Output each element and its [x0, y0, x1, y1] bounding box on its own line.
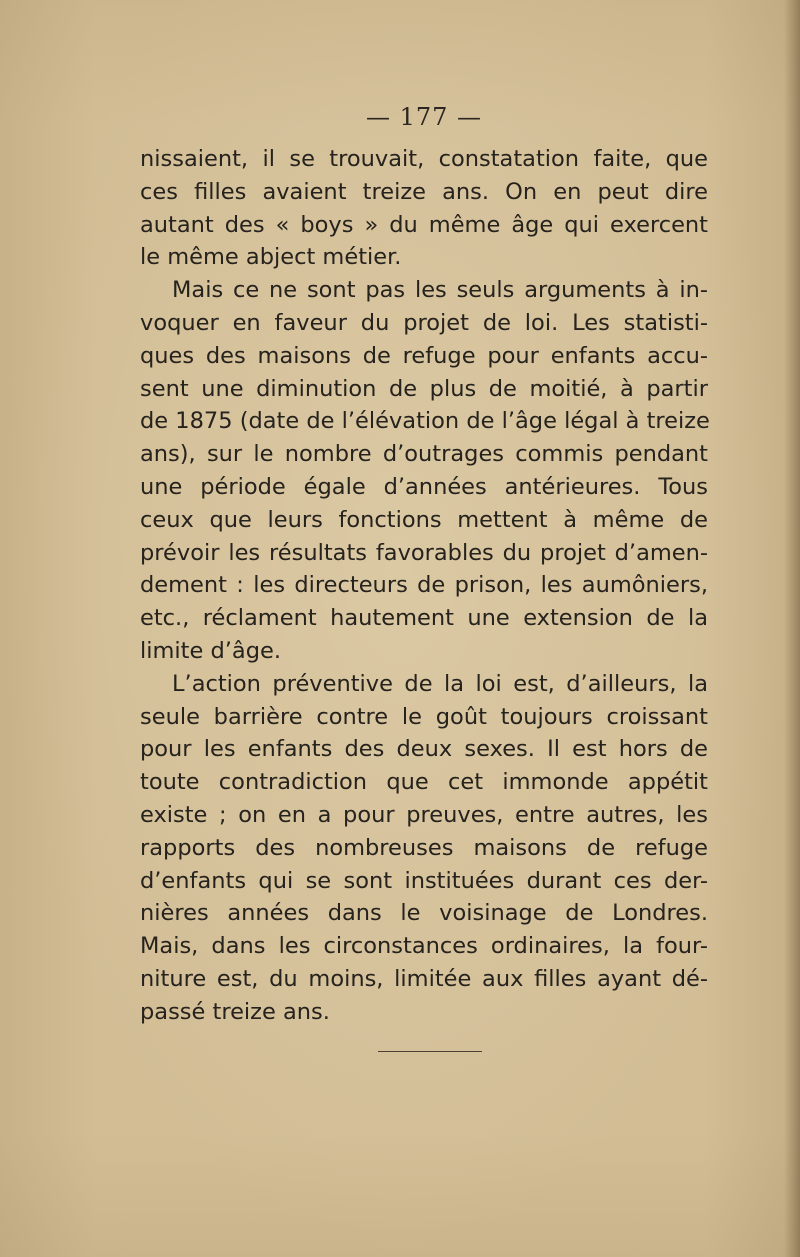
text-line: d’enfants qui se sont instituées durant ces der-: [140, 867, 708, 894]
text-line: nissaient, il se trouvait, constatation faite, que: [140, 146, 708, 172]
text-line: voquer en faveur du projet de loi. Les statisti-: [140, 309, 708, 336]
text-line: ans), sur le nombre d’outrages commis pendant: [140, 441, 708, 468]
text-line: limite d’âge.: [140, 637, 281, 664]
text-line: Mais, dans les circonstances ordinaires, la four-: [140, 933, 708, 960]
text-line: le même abject métier.: [140, 244, 402, 271]
page-edge-shadow: [784, 0, 800, 1257]
text-line: passé treize ans.: [140, 998, 330, 1025]
body-text: [140, 143, 708, 1029]
text-line: niture est, du moins, limitée aux filles ayant dé-: [140, 965, 708, 992]
text-line: ceux que leurs fonctions mettent à même de: [140, 506, 708, 533]
paragraph-start-line: Mais ce ne sont pas les seuls arguments à in-: [172, 277, 708, 304]
text-line: ces filles avaient treize ans. On en peut dire: [140, 178, 708, 205]
end-rule: [378, 1051, 482, 1052]
text-line: etc., réclament hautement une extension de la: [140, 605, 708, 632]
text-line: nières années dans le voisinage de Londres.: [140, 900, 708, 927]
text-line: seule barrière contre le goût toujours croissant: [140, 703, 708, 730]
text-line: sent une diminution de plus de moitié, à partir: [140, 375, 708, 402]
paragraph-start-line: L’action préventive de la loi est, d’ailleurs, la: [172, 670, 708, 697]
text-line: rapports des nombreuses maisons de refuge: [140, 834, 708, 861]
text-line: prévoir les résultats favorables du projet d’amen-: [140, 539, 708, 566]
text-line: existe ; on en a pour preuves, entre autres, les: [140, 801, 708, 828]
text-line: une période égale d’années antérieures. Tous: [140, 473, 708, 500]
text-line: ques des maisons de refuge pour enfants accu-: [140, 342, 708, 369]
text-line: toute contradiction que cet immonde appétit: [140, 769, 708, 796]
text-line: pour les enfants des deux sexes. Il est hors de: [140, 736, 708, 763]
text-line: dement : les directeurs de prison, les aumôniers,: [140, 572, 708, 599]
page-number: — 177 —: [365, 103, 483, 131]
text-line: autant des « boys » du même âge qui exercent: [140, 211, 708, 238]
text-line: de 1875 (date de l’élévation de l’âge légal à treize: [140, 408, 710, 435]
